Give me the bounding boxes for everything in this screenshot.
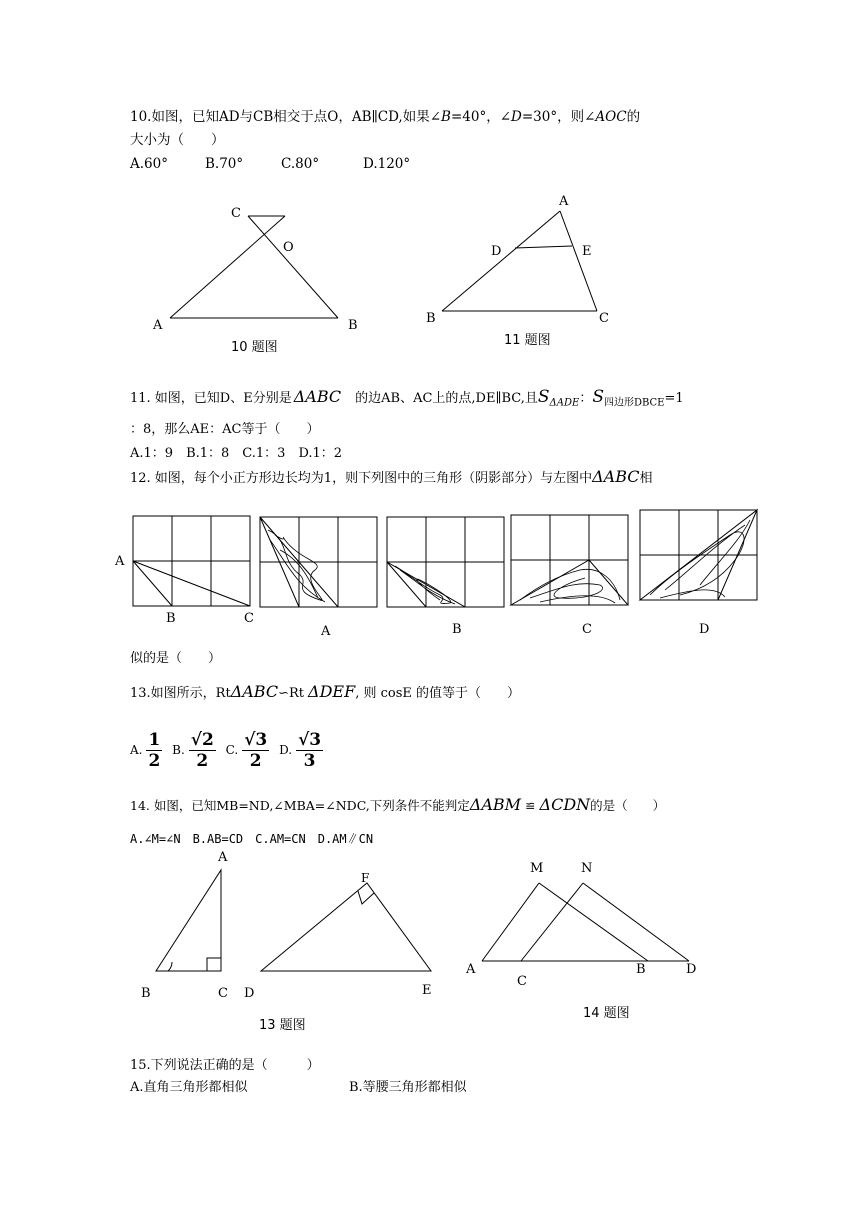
q10-option-d: D.120° xyxy=(363,156,411,172)
q13-similar-sign: ∽ xyxy=(278,686,289,701)
q13-option-b-fraction xyxy=(189,730,216,771)
q13-figure-abc xyxy=(156,870,221,971)
q10-angle-B: B xyxy=(441,109,451,125)
q10-stem-line2: 大小为（ ） xyxy=(130,132,225,148)
q13-option-b-den: 2 xyxy=(196,751,209,771)
q12-option-a-label: A xyxy=(321,624,331,639)
q10-option-a: A.60° xyxy=(130,156,168,172)
q13-option-a-label: A. xyxy=(130,743,143,757)
q14-point-C: C xyxy=(517,974,527,989)
q11-segment-AC xyxy=(560,211,597,311)
q13-option-d-den: 3 xyxy=(303,751,316,771)
q13-options xyxy=(130,722,329,778)
q13-option-a-num: 1 xyxy=(148,730,161,750)
q14-caption: 14 题图 xyxy=(583,1006,630,1021)
q10-stem xyxy=(130,108,640,126)
q13-point-C: C xyxy=(218,986,228,1001)
q12-option-b-grid xyxy=(387,517,504,607)
q13-point-B: B xyxy=(141,986,151,1001)
q11-stem-part: =1 xyxy=(664,391,684,406)
q11-point-C: C xyxy=(599,311,609,326)
q10-point-C: C xyxy=(231,206,241,221)
q12-triangle: ΔABC xyxy=(592,467,640,486)
q14-point-A: A xyxy=(466,962,476,977)
q11-S1-sub: ΔADE xyxy=(549,397,580,409)
q13-option-a-fraction xyxy=(146,730,162,771)
q13-caption: 13 题图 xyxy=(259,1018,306,1033)
q14-triangle-cdn: ΔCDN xyxy=(539,795,591,814)
q12-reference-grid xyxy=(133,516,250,606)
q11-S2: S xyxy=(592,387,604,407)
q11-figure xyxy=(442,211,597,311)
q14-point-B: B xyxy=(636,962,646,977)
q10-segment-AD xyxy=(170,216,285,318)
q13-point-E: E xyxy=(422,983,432,998)
q13-option-c-fraction xyxy=(242,730,269,771)
q13-option-b-label: B. xyxy=(172,743,185,757)
q10-angle-AOC: AOC xyxy=(595,109,627,125)
q11-options: A.1：9 B.1：8 C.1：3 D.1：2 xyxy=(130,446,343,461)
q13-option-a-den: 2 xyxy=(148,751,161,771)
q11-S2-sub: 四边形DBCE xyxy=(603,397,665,409)
q12-grid-point-B: B xyxy=(166,611,176,626)
q12-grid-point-A: A xyxy=(115,554,125,569)
q11-point-E: E xyxy=(582,244,592,259)
q10-stem-part: 10.如图，已知AD与CB相交于点O，AB∥CD,如果∠ xyxy=(130,109,442,125)
q11-colon: ： xyxy=(579,391,593,406)
q11-point-A: A xyxy=(559,194,569,209)
q10-option-b: B.70° xyxy=(205,156,244,172)
q13-point-D: D xyxy=(244,986,255,1001)
q11-stem-line2: ：8，那么AE：AC等于（ ） xyxy=(130,422,320,437)
q12-option-c-grid xyxy=(511,515,628,605)
q13-point-A: A xyxy=(218,850,228,865)
q11-stem-part: 的边AB、AC上的点,DE∥BC,且 xyxy=(355,391,538,406)
q12-option-d-grid xyxy=(640,510,757,600)
q11-triangle: ΔABC xyxy=(293,387,342,406)
q13-triangle-abc: ΔABC xyxy=(230,682,279,701)
q11-caption: 11 题图 xyxy=(504,333,551,348)
q13-triangle-def: ΔDEF xyxy=(308,682,356,701)
q14-point-D: D xyxy=(686,962,697,977)
q11-point-D: D xyxy=(491,244,502,259)
q10-point-A: A xyxy=(153,318,163,333)
q13-option-c-label: C. xyxy=(225,743,239,757)
q14-point-M: M xyxy=(530,861,544,876)
q15-option-a: A.直角三角形都相似 xyxy=(130,1080,248,1095)
q12-option-a-grid xyxy=(260,517,377,607)
q14-figure xyxy=(482,883,689,961)
q13-rt: Rt xyxy=(289,686,305,701)
q11-segment-AB xyxy=(442,211,560,311)
q11-segment-DE xyxy=(515,246,572,248)
q13-option-b-num: √2 xyxy=(190,730,214,750)
q11-stem-part: 11. 如图，已知D、E分别是 xyxy=(130,391,292,406)
q11-S1: S xyxy=(537,387,550,407)
q13-stem-part: 13.如图所示，Rt xyxy=(130,686,231,701)
q10-caption: 10 题图 xyxy=(231,340,278,355)
q13-stem-part: , 则 cosE 的值等于（ ） xyxy=(355,686,520,701)
q12-stem xyxy=(130,468,653,488)
q11-stem xyxy=(130,388,684,413)
q14-stem-part: 的是（ ） xyxy=(590,798,666,813)
q13-option-d-label: D. xyxy=(279,743,293,757)
q12-option-d-label: D xyxy=(699,622,710,637)
q14-point-N: N xyxy=(581,861,593,876)
q13-option-c-num: √3 xyxy=(244,730,268,750)
q14-triangle-abm: ΔABM xyxy=(469,795,522,814)
q13-option-c-den: 2 xyxy=(249,751,262,771)
q12-stem-part: 12. 如图，每个小正方形边长均为1，则下列图中的三角形（阴影部分）与左图中 xyxy=(130,471,593,486)
q10-angle-D: D xyxy=(511,109,522,125)
q12-option-c-label: C xyxy=(582,622,592,637)
q10-figure xyxy=(170,216,338,318)
q13-option-d-fraction xyxy=(296,730,323,771)
q12-option-b-label: B xyxy=(452,622,462,637)
q10-stem-part: 的 xyxy=(626,109,641,125)
q11-point-B: B xyxy=(426,311,436,326)
q13-figure-def xyxy=(261,883,431,971)
q14-stem-part: 14. 如图，已知MB=ND,∠MBA=∠NDC,下列条件不能判定 xyxy=(130,798,470,813)
q10-option-c: C.80° xyxy=(281,156,320,172)
q12-stem-part: 相 xyxy=(639,471,653,486)
q13-stem xyxy=(130,683,520,703)
q10-segment-BC xyxy=(248,216,338,318)
q10-point-B: B xyxy=(348,318,358,333)
q10-stem-part: =40°，∠ xyxy=(450,109,512,125)
q14-options: A.∠M=∠N B.AB=CD C.AM=CN D.AM∥CN xyxy=(130,832,374,846)
q10-point-O: O xyxy=(283,240,294,255)
q15-stem: 15.下列说法正确的是（ ） xyxy=(130,1058,320,1073)
q12-stem-line2: 似的是（ ） xyxy=(130,651,222,666)
q14-stem xyxy=(130,796,665,815)
q14-congruent-sign: ≌ xyxy=(525,798,536,813)
q13-option-d-num: √3 xyxy=(298,730,322,750)
q15-option-b: B.等腰三角形都相似 xyxy=(349,1080,467,1095)
q12-grid-point-C: C xyxy=(244,611,254,626)
q10-stem-part: =30°，则∠ xyxy=(521,109,596,125)
q13-point-F: F xyxy=(361,871,370,885)
